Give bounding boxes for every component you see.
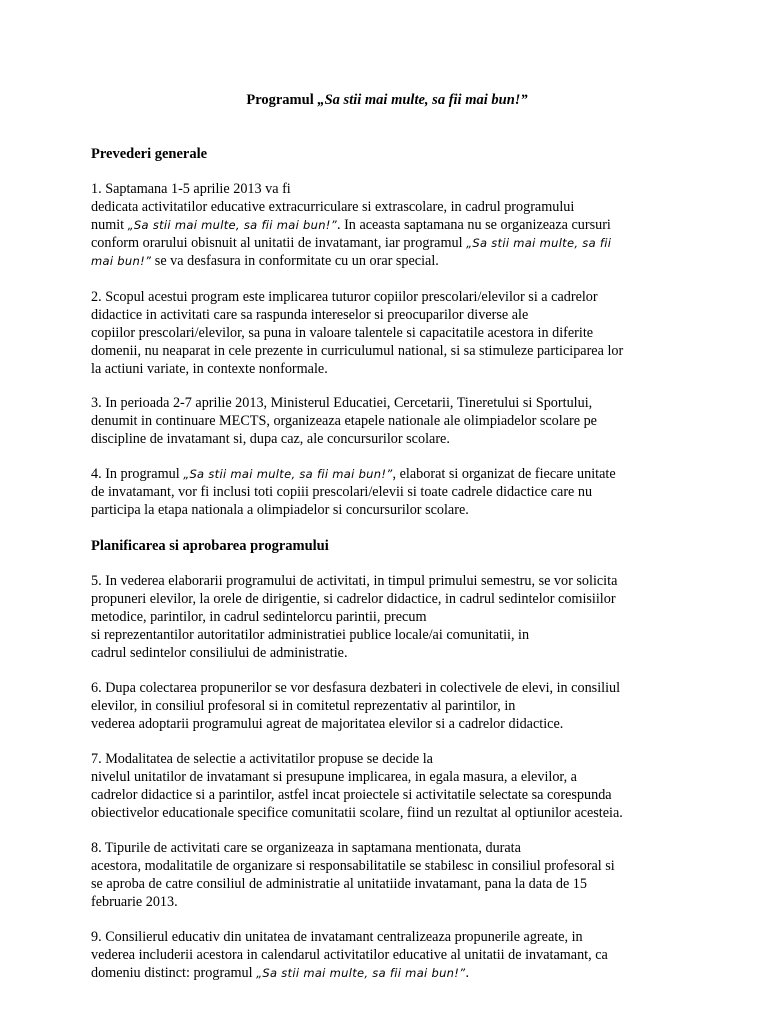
text-run: domeniu distinct: programul (91, 965, 257, 981)
paragraph-line: 5. In vederea elaborarii programului de activitati, in timpul primului semestru, se vor solicita (91, 573, 618, 589)
paragraph-line: 3. In perioada 2-7 aprilie 2013, Ministerul Educatiei, Cercetarii, Tineretului si Sportului, (91, 395, 593, 411)
paragraph-line: didactice in activitati care sa raspunda intereselor si preocuparilor diverse ale (91, 307, 529, 323)
text-run: . In aceasta saptamana nu se organizeaza cursuri (336, 217, 611, 233)
paragraph-line: vederea adoptarii programului agreat de majoritatea elevilor si a cadrelor didactice. (91, 716, 564, 732)
text-run: . (465, 965, 469, 981)
title-prefix: Programul (246, 92, 318, 108)
section-heading-general: Prevederi generale (91, 146, 208, 162)
paragraph-9 (91, 928, 691, 982)
paragraph-line: nivelul unitatilor de invatamant si presupune implicarea, in egala masura, a elevilor, a (91, 769, 577, 785)
paragraph-line: de invatamant, vor fi inclusi toti copiii prescolari/elevii si toate cadrele didactice care nu (91, 484, 593, 500)
text-run: numit (91, 217, 128, 233)
paragraph-2 (91, 288, 691, 378)
paragraph-line (91, 465, 691, 483)
paragraph-line: discipline de invatamant si, dupa caz, ale concursurilor scolare. (91, 431, 450, 447)
text-run: 4. In programul (91, 466, 184, 482)
document-title (91, 91, 683, 109)
paragraph-line: vederea includerii acestora in calendarul activitatilor educative al unitatii de invatamant, ca (91, 947, 608, 963)
paragraph-6 (91, 679, 691, 733)
paragraph-line: acestora, modalitatile de organizare si responsabilitatile se stabilesc in consiliul profesoral si (91, 858, 615, 874)
text-run: conform orarului obisnuit al unitatii de invatamant, iar programul (91, 235, 467, 251)
paragraph-line: metodice, parintilor, in cadrul sedintelorcu parintii, precum (91, 609, 427, 625)
paragraph-line: cadrul sedintelor consiliului de administratie. (91, 645, 348, 661)
paragraph-line: propuneri elevilor, la orele de dirigentie, si cadrelor didactice, in cadrul sedintelor comisiilor (91, 591, 616, 607)
program-name: „Sa stii mai multe, sa fii mai bun!” (127, 218, 337, 232)
paragraph-line: februarie 2013. (91, 894, 178, 910)
paragraph-line: dedicata activitatilor educative extracurriculare si extrascolare, in cadrul programului (91, 199, 575, 215)
paragraph-line: cadrelor didactice si a parintilor, astfel incat proiectele si activitatile selectate sa corespunda (91, 787, 612, 803)
paragraph-line: la actiuni variate, in contexte nonformale. (91, 361, 328, 377)
paragraph-line: domenii, nu neaparat in cele prezente in curriculumul national, si sa stimuleze participarea lor (91, 343, 624, 359)
paragraph-7 (91, 750, 691, 822)
title-program-name: „Sa stii mai multe, sa fii mai bun!” (317, 92, 528, 108)
program-name: „Sa stii mai multe, sa fii mai bun!” (183, 467, 393, 481)
paragraph-5 (91, 572, 691, 662)
text-run: se va desfasura in conformitate cu un orar special. (151, 253, 439, 269)
paragraph-line: 9. Consilierul educativ din unitatea de invatamant centralizeaza propunerile agreate, in (91, 929, 583, 945)
program-name-part1: „Sa stii mai multe, sa fii (466, 236, 612, 250)
paragraph-line: 1. Saptamana 1-5 aprilie 2013 va fi (91, 181, 291, 197)
paragraph-line: denumit in continuare MECTS, organizeaza etapele nationale ale olimpiadelor scolare pe (91, 413, 597, 429)
program-name-part2: mai bun!” (91, 254, 152, 268)
paragraph-4 (91, 465, 691, 519)
paragraph-line: se aproba de catre consiliul de administratie al unitatiide invatamant, pana la data de 15 (91, 876, 587, 892)
paragraph-3 (91, 394, 691, 448)
program-name: „Sa stii mai multe, sa fii mai bun!” (256, 966, 466, 980)
paragraph-line (91, 216, 691, 234)
section-heading-planning: Planificarea si aprobarea programului (91, 538, 329, 554)
paragraph-line: elevilor, in consiliul profesoral si in comitetul reprezentativ al parintilor, in (91, 698, 516, 714)
paragraph-line: obiectivelor educationale specifice comunitatii scolare, fiind un rezultat al optiunilor acesteia. (91, 805, 623, 821)
paragraph-line (91, 964, 691, 982)
paragraph-1 (91, 180, 691, 270)
paragraph-line: 6. Dupa colectarea propunerilor se vor desfasura dezbateri in colectivele de elevi, in consiliul (91, 680, 621, 696)
paragraph-8 (91, 839, 691, 911)
paragraph-line: si reprezentantilor autoritatilor administratiei publice locale/ai comunitatii, in (91, 627, 530, 643)
paragraph-line: 8. Tipurile de activitati care se organizeaza in saptamana mentionata, durata (91, 840, 521, 856)
text-run: , elaborat si organizat de fiecare unitate (392, 466, 616, 482)
paragraph-line: 7. Modalitatea de selectie a activitatilor propuse se decide la (91, 751, 433, 767)
paragraph-line (91, 252, 691, 270)
paragraph-line: participa la etapa nationala a olimpiadelor si concursurilor scolare. (91, 502, 469, 518)
paragraph-line: 2. Scopul acestui program este implicarea tuturor copiilor prescolari/elevilor si a cadrelor (91, 289, 598, 305)
paragraph-line (91, 234, 691, 252)
paragraph-line: copiilor prescolari/elevilor, sa puna in valoare talentele si capacitatile acestora in diferite (91, 325, 594, 341)
